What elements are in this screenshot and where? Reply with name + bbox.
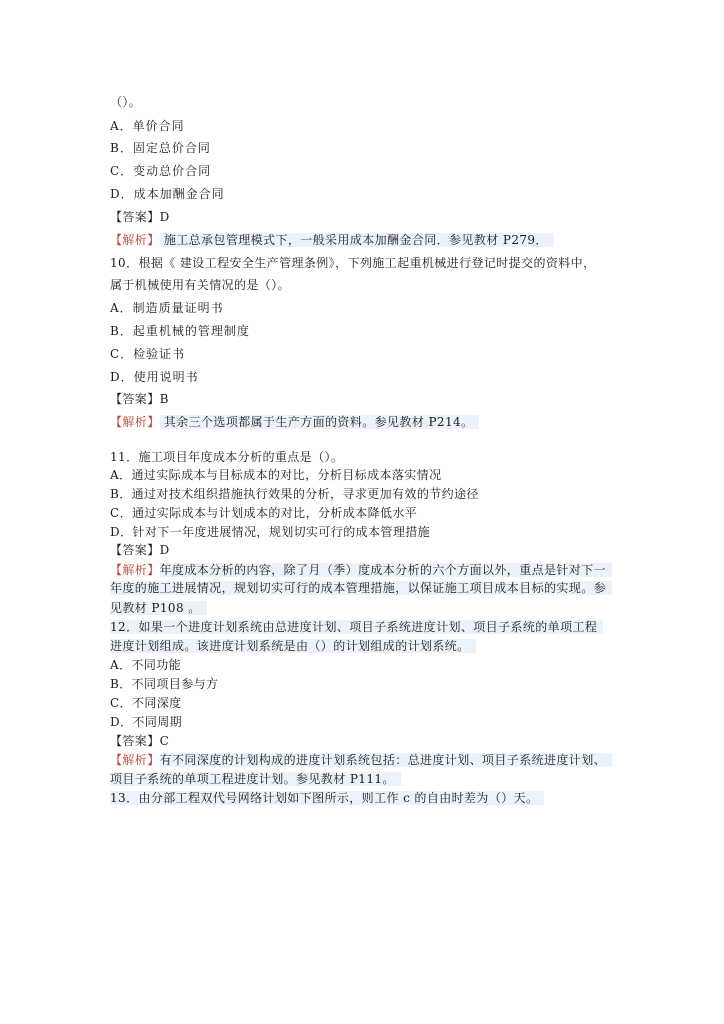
q11-analysis (110, 562, 612, 578)
answer-value: B (159, 392, 169, 406)
q9-analysis (110, 232, 554, 248)
analysis-label: 【解析】 (110, 233, 160, 247)
q12-analysis (110, 752, 612, 768)
q11-analysis-cont-2 (110, 600, 207, 616)
q10-option-a: A．制造质量证明书 (110, 301, 224, 315)
answer-value: D (159, 210, 170, 224)
q9-option-c: C．变动总价合同 (110, 164, 212, 178)
q10-stem: 10．根据《 建设工程安全生产管理条例》，下列施工起重机械进行登记时提交的资料中， (110, 256, 596, 270)
q12-analysis-cont (110, 771, 401, 787)
answer-value: D (159, 543, 170, 557)
q12-option-a: A．不同功能 (110, 658, 182, 672)
q11-analysis-cont-1 (110, 580, 612, 596)
analysis-text: 项目子系统的单项工程进度计划。参见教材 P111。 (110, 772, 401, 786)
analysis-text: 有不同深度的计划构成的进度计划系统包括：总进度计划、项目子系统进度计划、 (160, 753, 612, 767)
q9-stem-tail: （）。 (110, 95, 142, 109)
q10-option-c: C．检验证书 (110, 347, 186, 361)
q11-option-b: B．通过对技术组织措施执行效果的分析，寻求更加有效的节约途径 (110, 487, 479, 501)
answer-label: 【答案】 (110, 392, 160, 406)
q12-answer (110, 733, 169, 749)
q12-option-d: D．不同周期 (110, 715, 183, 729)
q13-stem (110, 790, 544, 806)
q10-analysis (110, 414, 479, 430)
q11-stem: 11．施工项目年度成本分析的重点是（）。 (110, 450, 344, 464)
analysis-label: 【解析】 (110, 753, 160, 767)
q11-answer (110, 542, 170, 558)
q11-option-a: A．通过实际成本与目标成本的对比，分析目标成本落实情况 (110, 468, 442, 482)
q12-option-b: B．不同项目参与方 (110, 677, 219, 691)
q12-stem (110, 619, 603, 635)
analysis-text: 年度成本分析的内容，除了月（季）度成本分析的六个方面以外，重点是针对下一 (160, 563, 612, 577)
analysis-text: 见教材 P108 。 (110, 601, 207, 615)
analysis-text: 其余三个选项都属于生产方面的资料。参见教材 P214。 (160, 415, 480, 429)
answer-label: 【答案】 (110, 543, 160, 557)
q12-option-c: C．不同深度 (110, 696, 182, 710)
q9-option-a: A．单价合同 (110, 119, 185, 133)
answer-label: 【答案】 (110, 210, 160, 224)
analysis-text: 年度的施工进展情况，规划切实可行的成本管理措施，以保证施工项目成本目标的实现。参 (110, 581, 612, 595)
analysis-text: 施工总承包管理模式下，一般采用成本加酬金合同．参见教材 P279． (160, 233, 554, 247)
q10-option-b: B．起重机械的管理制度 (110, 324, 250, 338)
q12-stem-cont (110, 638, 476, 654)
answer-label: 【答案】 (110, 734, 160, 748)
q12-stem-text: 12．如果一个进度计划系统由总进度计划、项目子系统进度计划、项目子系统的单项工程 (110, 620, 603, 634)
q11-option-c: C．通过实际成本与计划成本的对比，分析成本降低水平 (110, 506, 418, 520)
q9-option-d: D．成本加酬金合同 (110, 187, 225, 201)
q11-option-d: D．针对下一年度进展情况，规划切实可行的成本管理措施 (110, 525, 431, 539)
answer-value: C (159, 734, 170, 748)
analysis-label: 【解析】 (110, 415, 160, 429)
q12-stem-text: 进度计划组成。该进度计划系统是由（）的计划组成的计划系统。 (110, 639, 476, 653)
q9-option-b: B．固定总价合同 (110, 141, 211, 155)
q10-answer (110, 391, 169, 407)
analysis-label: 【解析】 (110, 563, 160, 577)
q10-option-d: D．使用说明书 (110, 370, 199, 384)
q10-stem-cont: 属于机械使用有关情况的是（）。 (110, 278, 291, 292)
q13-stem-text: 13．由分部工程双代号网络计划如下图所示，则工作 c 的自由时差为（）天。 (110, 791, 544, 805)
q9-answer (110, 209, 170, 225)
